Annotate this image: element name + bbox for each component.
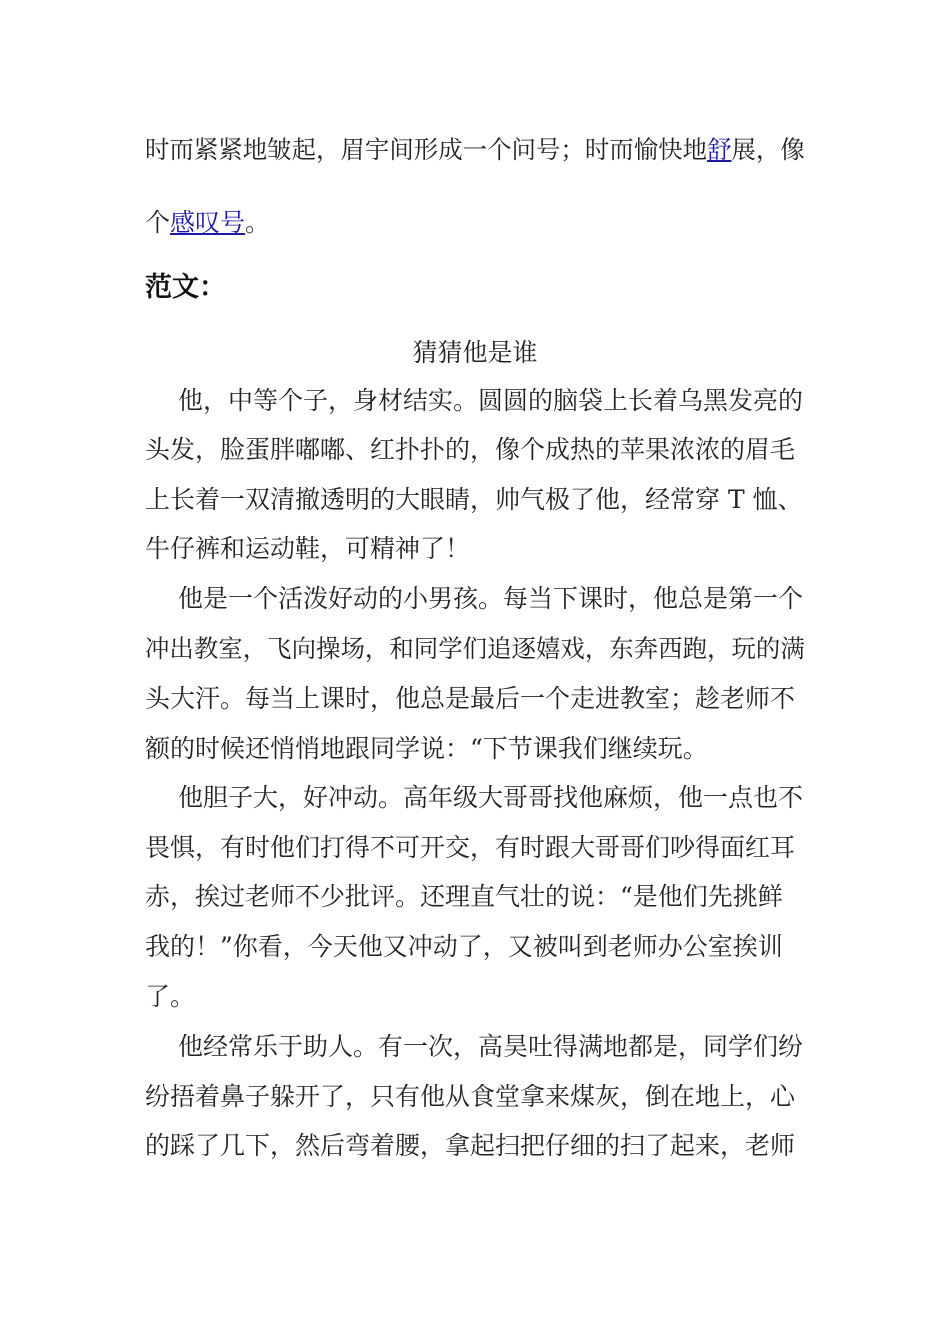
intro-line-2-text: 个 xyxy=(145,208,171,237)
link-exclamation-mark[interactable]: 感叹号 xyxy=(170,208,246,237)
essay-line: 他胆子大，好冲动。高年级大哥哥找他麻烦，他一点也不 xyxy=(178,783,804,812)
essay-line: 上长着一双清撤透明的大眼睛，帅气极了他，经常穿 T 恤、 xyxy=(145,485,803,514)
essay-line: 牛仔裤和运动鞋，可精神了！ xyxy=(145,534,471,563)
intro-line-1-text: 时而紧紧地皱起，眉宇间形成一个问号；时而愉快地 xyxy=(145,135,708,164)
essay-line: 的踩了几下，然后弯着腰，拿起扫把仔细的扫了起来，老师 xyxy=(145,1131,796,1160)
intro-line-2-tail: 。 xyxy=(245,208,271,237)
link-shu[interactable]: 舒 xyxy=(707,135,732,164)
essay-title: 猜猜他是谁 xyxy=(412,338,538,367)
essay-line: 冲出教室，飞向操场，和同学们追逐嬉戏，东奔西跑，玩的满 xyxy=(145,634,805,663)
intro-line-1 xyxy=(145,135,805,165)
intro-line-1-tail: 展，像 xyxy=(731,135,805,164)
intro-line-2 xyxy=(145,208,270,238)
essay-line: 他经常乐于助人。有一次，高昊吐得满地都是，同学们纷 xyxy=(178,1032,804,1061)
essay-line: 头大汗。每当上课时，他总是最后一个走进教室；趁老师不 xyxy=(145,684,796,713)
essay-line: 额的时候还悄悄地跟同学说：“下节课我们继续玩。 xyxy=(145,734,708,763)
essay-line: 他是一个活泼好动的小男孩。每当下课时，他总是第一个 xyxy=(178,584,804,613)
essay-line: 畏惧，有时他们打得不可开交，有时跟大哥哥们吵得面红耳 xyxy=(145,833,796,862)
essay-line: 头发，脸蛋胖嘟嘟、红扑扑的，像个成热的苹果浓浓的眉毛 xyxy=(145,435,796,464)
essay-line: 了。 xyxy=(145,982,196,1011)
essay-line: 赤，挨过老师不少批评。还理直气壮的说：“是他们先挑鲜 xyxy=(145,882,783,911)
essay-line: 纷捂着鼻子躲开了，只有他从食堂拿来煤灰，倒在地上，心 xyxy=(145,1082,796,1111)
essay-line: 他，中等个子，身材结实。圆圆的脑袋上长着乌黑发亮的 xyxy=(178,386,804,415)
section-heading: 范文： xyxy=(145,272,226,303)
essay-line: 我的！”你看，今天他又冲动了，又被叫到老师办公室挨训 xyxy=(145,932,783,961)
